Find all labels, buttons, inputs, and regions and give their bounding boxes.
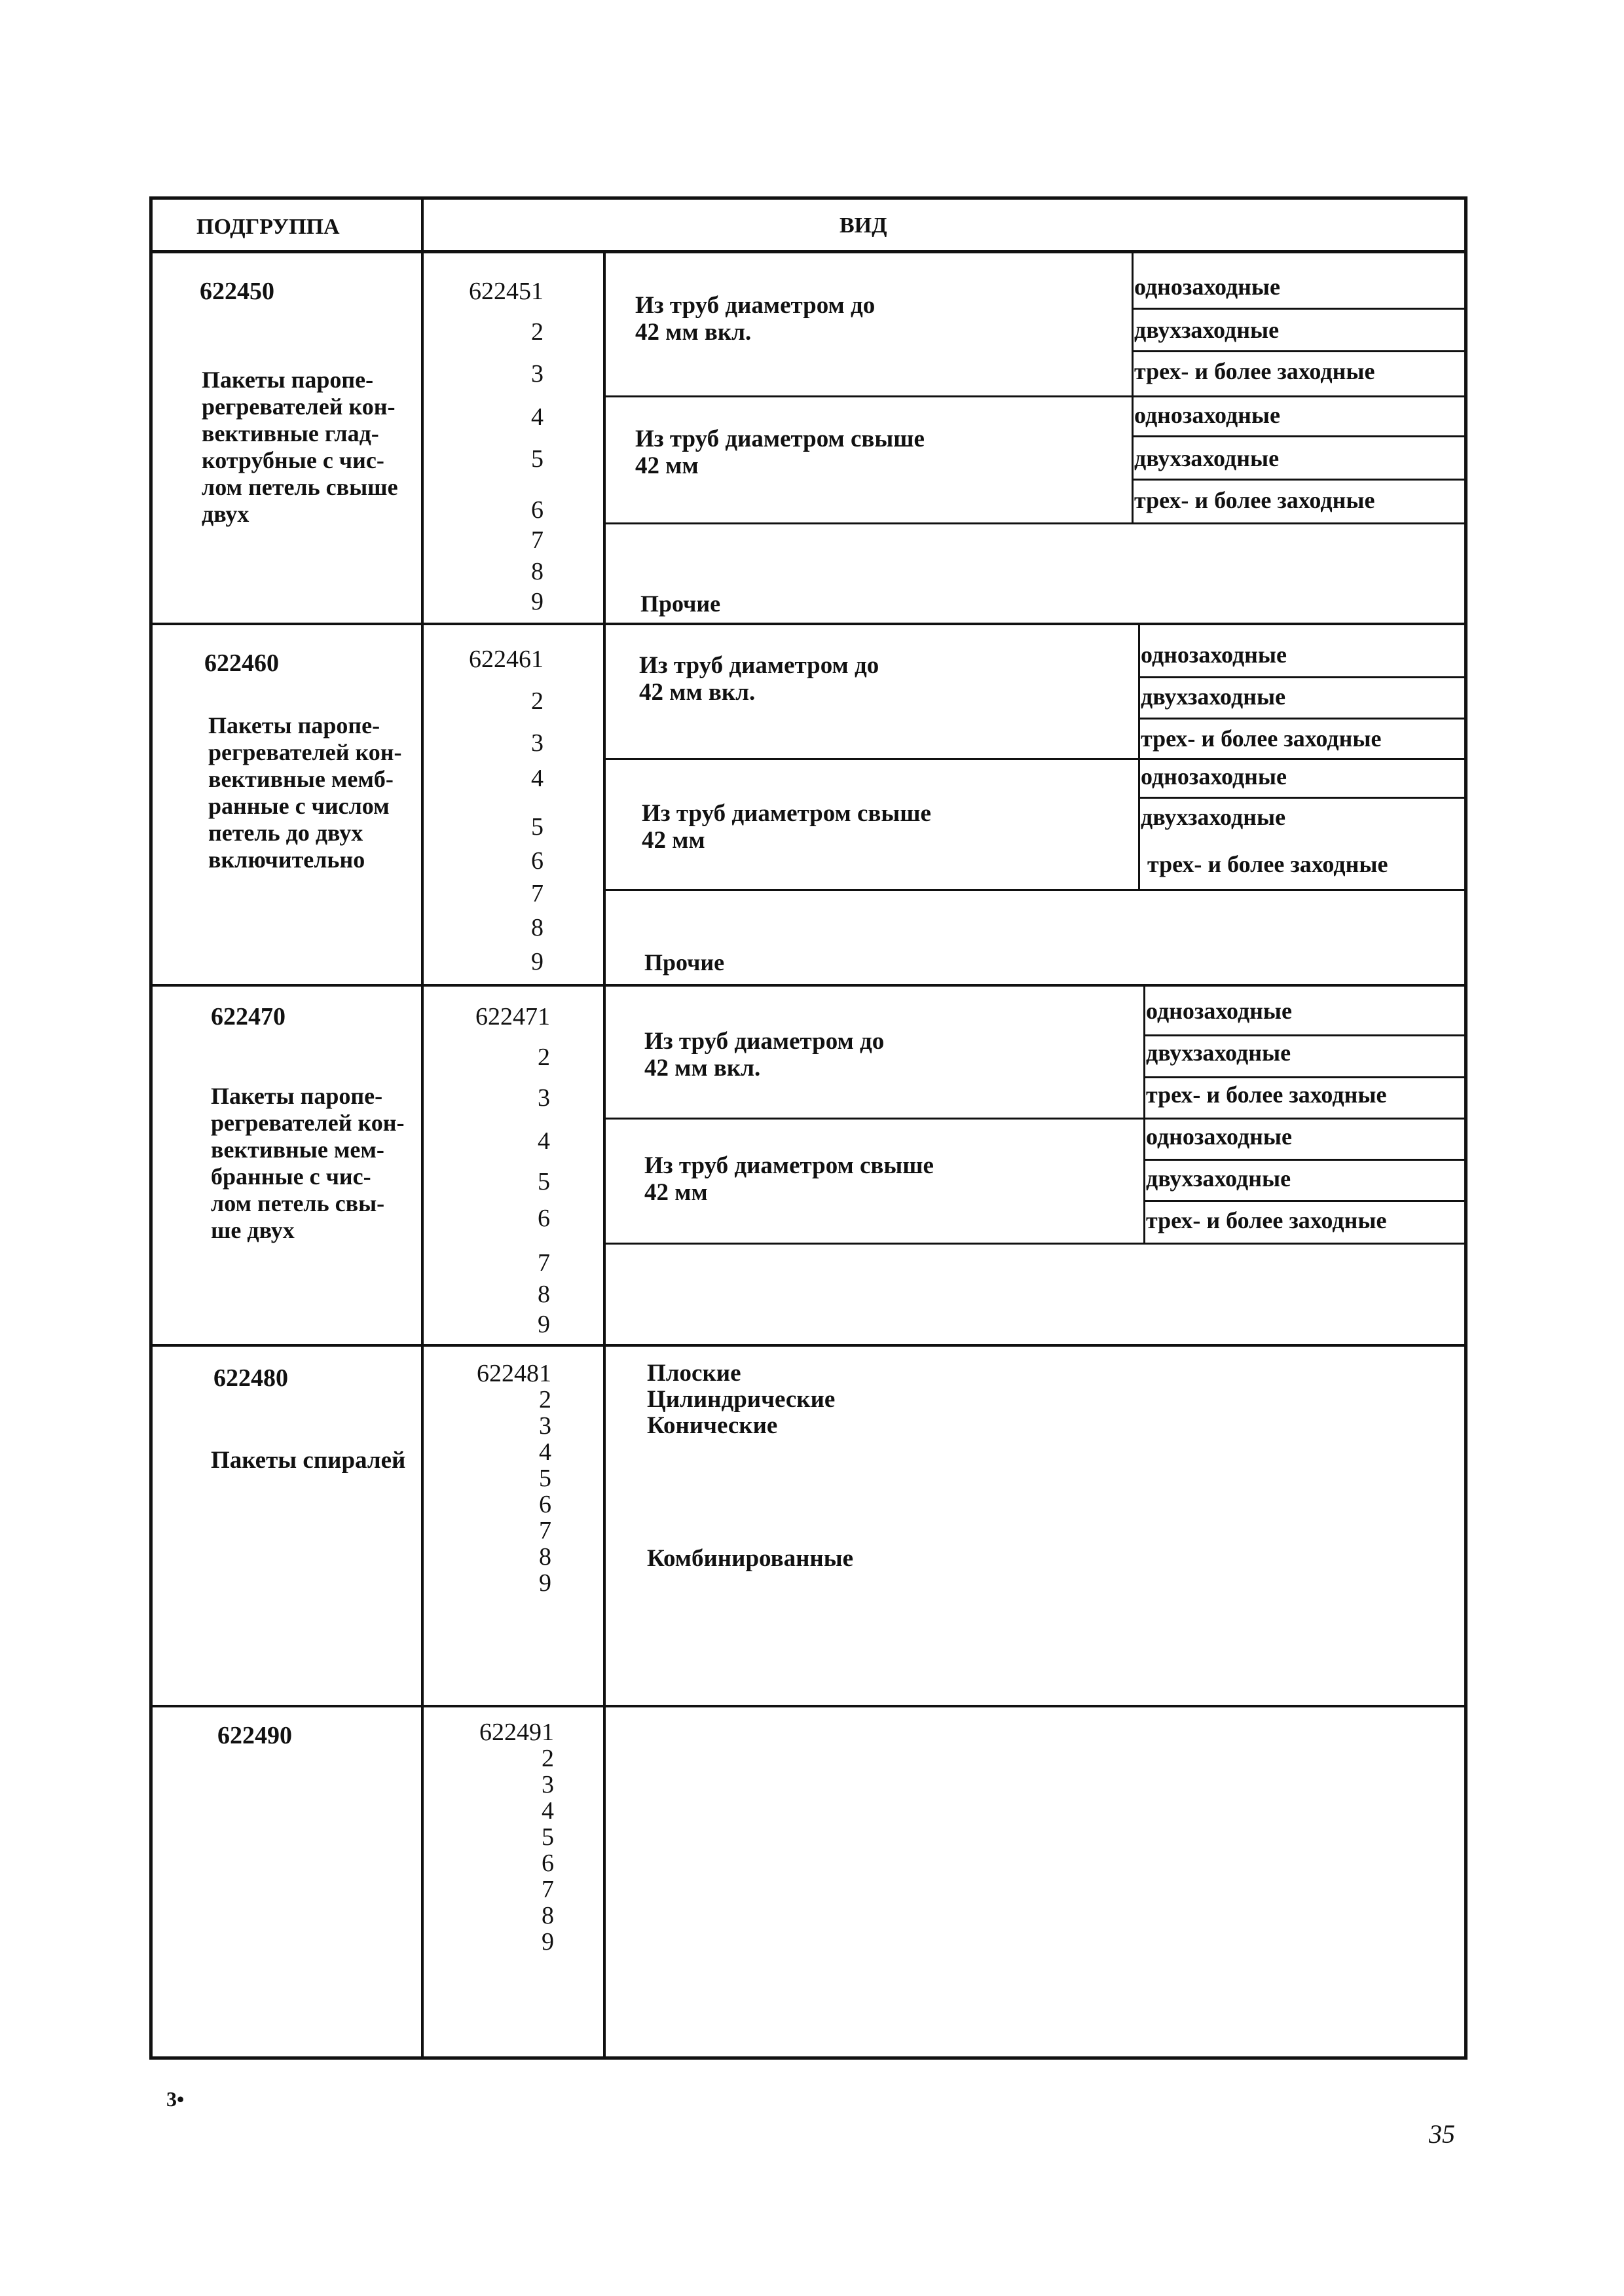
header-subgroup: ПОДГРУППА bbox=[196, 215, 340, 239]
option-label: трех- и более заходные bbox=[1146, 1207, 1387, 1233]
kind-code: 2 bbox=[539, 1386, 551, 1413]
tube-diameter-block: Из труб диаметром до 42 мм вкл. bbox=[635, 292, 876, 346]
subgroup-code: 622460 bbox=[204, 649, 279, 677]
kind-code: 7 bbox=[531, 880, 544, 907]
option-label: двухзаходные bbox=[1141, 804, 1286, 830]
kind-code: 8 bbox=[538, 1281, 550, 1308]
subgroup-name: Пакеты паропе- регревателей кон- вективные мем- бранные с чис- лом петель свы- ше двух bbox=[211, 1083, 405, 1243]
tube-diameter-block: Из труб диаметром до 42 мм вкл. bbox=[644, 1028, 885, 1082]
signature-mark: 3• bbox=[166, 2087, 185, 2111]
kind-code: 622461 bbox=[469, 646, 544, 673]
kind-code: 8 bbox=[542, 1902, 554, 1929]
kind-code: 7 bbox=[538, 1249, 550, 1277]
kind-code: 2 bbox=[538, 1044, 550, 1071]
option-label: двухзаходные bbox=[1146, 1040, 1291, 1066]
kind-code: 3 bbox=[531, 729, 544, 757]
other-label: Прочие bbox=[644, 949, 725, 975]
kind-code: 4 bbox=[539, 1438, 551, 1466]
kind-code: 4 bbox=[531, 765, 544, 792]
tube-diameter-block: Из труб диаметром свыше 42 мм bbox=[635, 426, 925, 479]
option-label: трех- и более заходные bbox=[1141, 725, 1382, 752]
kind-code: 6 bbox=[531, 496, 544, 524]
option-label: трех- и более заходные bbox=[1134, 487, 1375, 513]
kind-code: 8 bbox=[539, 1543, 551, 1571]
subgroup-code: 622470 bbox=[211, 1003, 286, 1030]
kind-code: 9 bbox=[542, 1928, 554, 1956]
kind-code: 6 bbox=[531, 847, 544, 875]
spiral-kind-list: Плоские Цилиндрические Конические bbox=[647, 1360, 836, 1439]
kind-code: 6 bbox=[538, 1205, 550, 1232]
kind-code: 7 bbox=[539, 1517, 551, 1544]
option-label: двухзаходные bbox=[1134, 317, 1280, 343]
kind-code: 5 bbox=[538, 1168, 550, 1195]
tube-diameter-block: Из труб диаметром до 42 мм вкл. bbox=[639, 652, 879, 706]
option-label: однозаходные bbox=[1141, 642, 1287, 668]
kind-code: 622491 bbox=[479, 1719, 554, 1746]
option-label: двухзаходные bbox=[1134, 445, 1280, 471]
tube-diameter-block: Из труб диаметром свыше 42 мм bbox=[642, 800, 931, 854]
kind-code: 9 bbox=[538, 1311, 550, 1338]
kind-code: 5 bbox=[531, 445, 544, 473]
kind-code: 5 bbox=[542, 1823, 554, 1851]
kind-code: 4 bbox=[542, 1797, 554, 1825]
subgroup-code: 622480 bbox=[213, 1364, 288, 1392]
option-label: однозаходные bbox=[1146, 998, 1293, 1024]
subgroup-name: Пакеты спиралей bbox=[211, 1447, 406, 1474]
kind-code: 622481 bbox=[477, 1360, 551, 1387]
kind-code: 2 bbox=[542, 1745, 554, 1772]
other-label: Прочие bbox=[640, 591, 721, 617]
option-label: двухзаходные bbox=[1141, 683, 1286, 710]
kind-code: 9 bbox=[531, 588, 544, 615]
kind-code: 622471 bbox=[475, 1003, 550, 1030]
option-label: однозаходные bbox=[1134, 402, 1281, 428]
kind-code: 9 bbox=[531, 948, 544, 975]
kind-code: 8 bbox=[531, 914, 544, 941]
option-label: двухзаходные bbox=[1146, 1165, 1291, 1192]
subgroup-code: 622490 bbox=[217, 1722, 292, 1749]
kind-code: 6 bbox=[539, 1491, 551, 1518]
kind-code: 7 bbox=[542, 1876, 554, 1903]
subgroup-code: 622450 bbox=[200, 278, 274, 305]
kind-code: 3 bbox=[539, 1412, 551, 1440]
kind-code: 3 bbox=[538, 1084, 550, 1112]
option-label: однозаходные bbox=[1141, 763, 1287, 790]
option-label: трех- и более заходные bbox=[1134, 358, 1375, 384]
kind-code: 4 bbox=[531, 403, 544, 431]
tube-diameter-block: Из труб диаметром свыше 42 мм bbox=[644, 1152, 934, 1206]
option-label: трех- и более заходные bbox=[1146, 1082, 1387, 1108]
kind-code: 8 bbox=[531, 558, 544, 585]
kind-code: 9 bbox=[539, 1569, 551, 1597]
option-label: однозаходные bbox=[1146, 1123, 1293, 1150]
subgroup-name: Пакеты паропе- регревателей кон- вективные мемб- ранные с числом петель до двух включительно bbox=[208, 712, 402, 873]
kind-code: 4 bbox=[538, 1127, 550, 1155]
option-label: трех- и более заходные bbox=[1147, 851, 1388, 877]
kind-code: 6 bbox=[542, 1850, 554, 1877]
subgroup-name: Пакеты паропе- регревателей кон- вективные глад- котрубные с чис- лом петель свыше двух bbox=[202, 367, 398, 527]
kind-code: 3 bbox=[531, 360, 544, 388]
page-number: 35 bbox=[1429, 2119, 1455, 2149]
kind-code: 622451 bbox=[469, 278, 544, 305]
combined-kind-label: Комбинированные bbox=[647, 1545, 854, 1572]
kind-code: 2 bbox=[531, 318, 544, 346]
kind-code: 5 bbox=[531, 813, 544, 841]
kind-code: 3 bbox=[542, 1771, 554, 1798]
kind-code: 2 bbox=[531, 687, 544, 715]
kind-code: 7 bbox=[531, 526, 544, 554]
header-kind: ВИД bbox=[840, 213, 887, 238]
option-label: однозаходные bbox=[1134, 274, 1281, 300]
kind-code: 5 bbox=[539, 1465, 551, 1492]
